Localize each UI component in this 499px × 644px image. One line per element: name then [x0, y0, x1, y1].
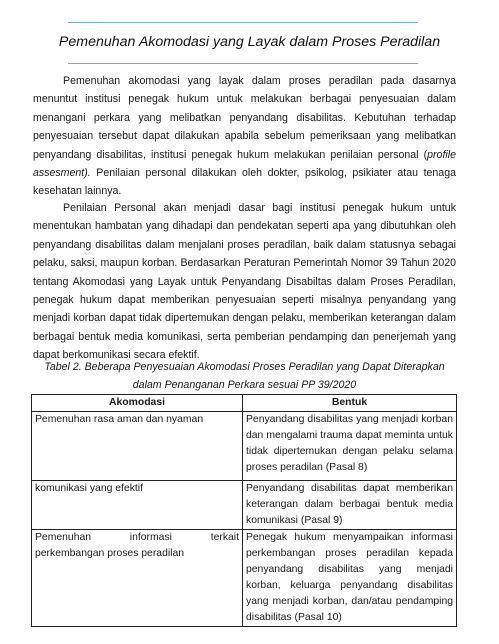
- paragraph-1-text-b: Penilaian personal dilakukan oleh dokter, psikolog, psikiater atau tenaga kesehatan lainnya.: [33, 167, 456, 198]
- table-row: [32, 412, 457, 481]
- cell-akomodasi: komunikasi yang efektif: [32, 481, 243, 530]
- table-row: [32, 530, 457, 627]
- cell-bentuk: Penyandang disabilitas yang menjadi korban dan mengalami trauma dapat meminta untuk tidak dipertemukan dengan pelaku selama proses peradilan (Pasal 8): [243, 412, 457, 481]
- table-header-row: [32, 395, 457, 412]
- section-title: Pemenuhan Akomodasi yang Layak dalam Proses Peradilan: [58, 34, 441, 50]
- cell-bentuk: Penyandang disabilitas dapat memberikan keterangan dalam berbagai bentuk media komunikasi (Pasal 9): [243, 481, 457, 530]
- cell-akomodasi: Pemenuhan informasi terkait perkembangan proses peradilan: [32, 530, 243, 627]
- cell-bentuk: Penegak hukum menyampaikan informasi perkembangan proses peradilan kepada penyandang disabilitas yang menjadi korban, keluarga penyandang disabilitas yang menjadi korban, dan/atau pendamping disabilitas (Pasal 10): [243, 530, 457, 627]
- table-caption: [33, 358, 456, 394]
- paragraph-1: [33, 72, 456, 201]
- header-rule-top: [68, 22, 418, 23]
- table-caption-line-2: dalam Penanganan Perkara sesuai PP 39/2020: [132, 379, 357, 391]
- table-caption-line-1: Tabel 2. Beberapa Penyesuaian Akomodasi Proses Peradilan yang Dapat Diterapkan: [44, 361, 445, 373]
- accommodation-table: [31, 394, 457, 627]
- paragraph-1-text-a: Pemenuhan akomodasi yang layak dalam proses peradilan pada dasarnya menuntut institusi penegak hukum untuk melakukan berbagai penyesuaian dalam menangani perkara yang melibatkan penyandang disabilitas. Kebutuhan terhadap penyesuaian tersebut dapat dilakukan apabila sebelum pemeriksaan yang melibatkan penyandang disabilitas, institusi penegak hukum melakukan penilaian personal (: [33, 75, 456, 161]
- column-header-akomodasi: Akomodasi: [32, 395, 243, 412]
- table-row: [32, 481, 457, 530]
- column-header-bentuk: Bentuk: [243, 395, 457, 412]
- paragraph-2: Penilaian Personal akan menjadi dasar bagi institusi penegak hukum untuk menentukan hambatan yang dihadapi dan pendekatan seperti apa yang dibutuhkan oleh penyandang disabilitas dalam menjalani proses peradilan, baik dalam statusnya sebagai pelaku, saksi, maupun korban. Berdasarkan Peraturan Pemerintah Nomor 39 Tahun 2020 tentang Akomodasi yang Layak untuk Penyandang Disabiltas dalam Proses Peradilan, penegak hukum dapat memberikan penyesuaian seperti misalnya penyandang yang menjadi korban dapat tidak dipertemukan dengan pelaku, memberikan keterangan dalam berbagai bentuk media komunikasi, serta pemberian pendamping dan penerjemah yang dapat berkomunikasi secara efektif.: [33, 202, 456, 362]
- paragraph-1-term: profile assesment).: [33, 148, 456, 180]
- header-rule-bottom: [68, 63, 418, 64]
- cell-akomodasi: Pemenuhan rasa aman dan nyaman: [32, 412, 243, 481]
